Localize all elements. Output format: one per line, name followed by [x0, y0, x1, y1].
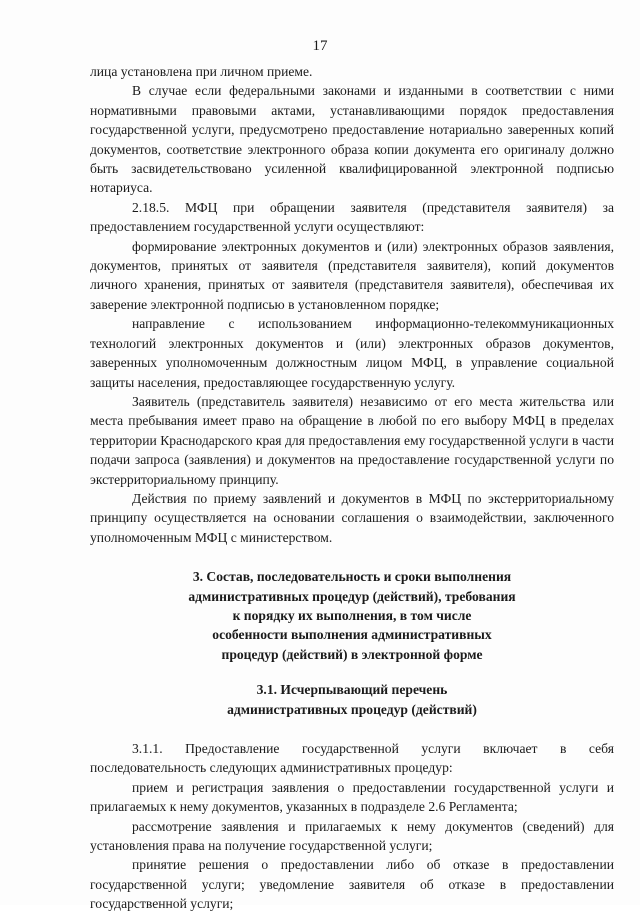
paragraph: Заявитель (представитель заявителя) независимо от его места жительства или места пребывания имеет право на обращение в любой по его выбору МФЦ в пределах территории Краснодарского края для предоставления ему государственной услуги в части подачи запроса (заявления) и документов на предоставление государственной услуги по экстерриториальному принципу.: [90, 393, 614, 487]
section-heading-line: процедур (действий) в электронной форме: [221, 646, 483, 662]
subsection-heading-line: 3.1. Исчерпывающий перечень: [256, 682, 448, 698]
page-number: 17: [312, 38, 328, 54]
section-heading-line: 3. Состав, последовательность и сроки выполнения: [192, 569, 512, 585]
paragraph: направление с использованием информационно-телекоммуникационных технологий электронных документов и (или) электронных образов документов, заверенных уполномоченным должностным лицом МФЦ, в управление социальной защиты населения, предоставляющее государственную услугу.: [90, 316, 614, 390]
subsection-heading: [90, 680, 614, 719]
paragraphs-before: [90, 62, 614, 547]
paragraphs-after: [90, 739, 614, 914]
paragraph: 3.1.1. Предоставление государственной услуги включает в себя последовательность следующих административных процедур:: [90, 741, 614, 776]
paragraph: прием и регистрация заявления о предоставлении государственной услуги и прилагаемых к нему документов, указанных в подразделе 2.6 Регламента;: [90, 779, 614, 815]
paragraph: 2.18.5. МФЦ при обращении заявителя (представителя заявителя) за предоставлением государственной услуги осуществляют:: [90, 199, 614, 235]
section-heading-line: административных процедур (действий), требования: [188, 588, 516, 604]
paragraph: принятие решения о предоставлении либо об отказе в предоставлении государственной услуги; уведомление заявителя об отказе в предоставлении государственной услуги;: [90, 857, 614, 912]
paragraph: В случае если федеральными законами и изданными в соответствии с ними нормативными правовыми актами, устанавливающими порядок предоставления государственной услуги, предусмотрено предоставление нотариально заверенных копий документов, соответствие электронного образа копии документа его оригиналу должно быть засвидетельствовано усиленной квалифицированной электронной подписью нотариуса.: [90, 83, 614, 196]
section-heading-line: к порядку их выполнения, в том числе: [232, 607, 472, 623]
paragraph: лица установлена при личном приеме.: [90, 64, 313, 79]
section-heading: [90, 567, 614, 664]
subsection-heading-line: административных процедур (действий): [227, 701, 477, 717]
paragraph: формирование электронных документов и (или) электронных образов заявления, документов, принятых от заявителя (представителя заявителя), копий документов личного хранения, принятых от заявителя (представителя заявителя), обеспечивая их заверение электронной подписью в установленном порядке;: [90, 238, 614, 312]
paragraph: рассмотрение заявления и прилагаемых к нему документов (сведений) для установления права на получение государственной услуги;: [90, 818, 614, 854]
section-heading-line: особенности выполнения административных: [212, 627, 492, 643]
paragraph: Действия по приему заявлений и документов в МФЦ по экстерриториальному принципу осуществляется на основании соглашения о взаимодействии, заключенного уполномоченным МФЦ с министерством.: [90, 490, 614, 545]
document-body: [90, 62, 614, 914]
